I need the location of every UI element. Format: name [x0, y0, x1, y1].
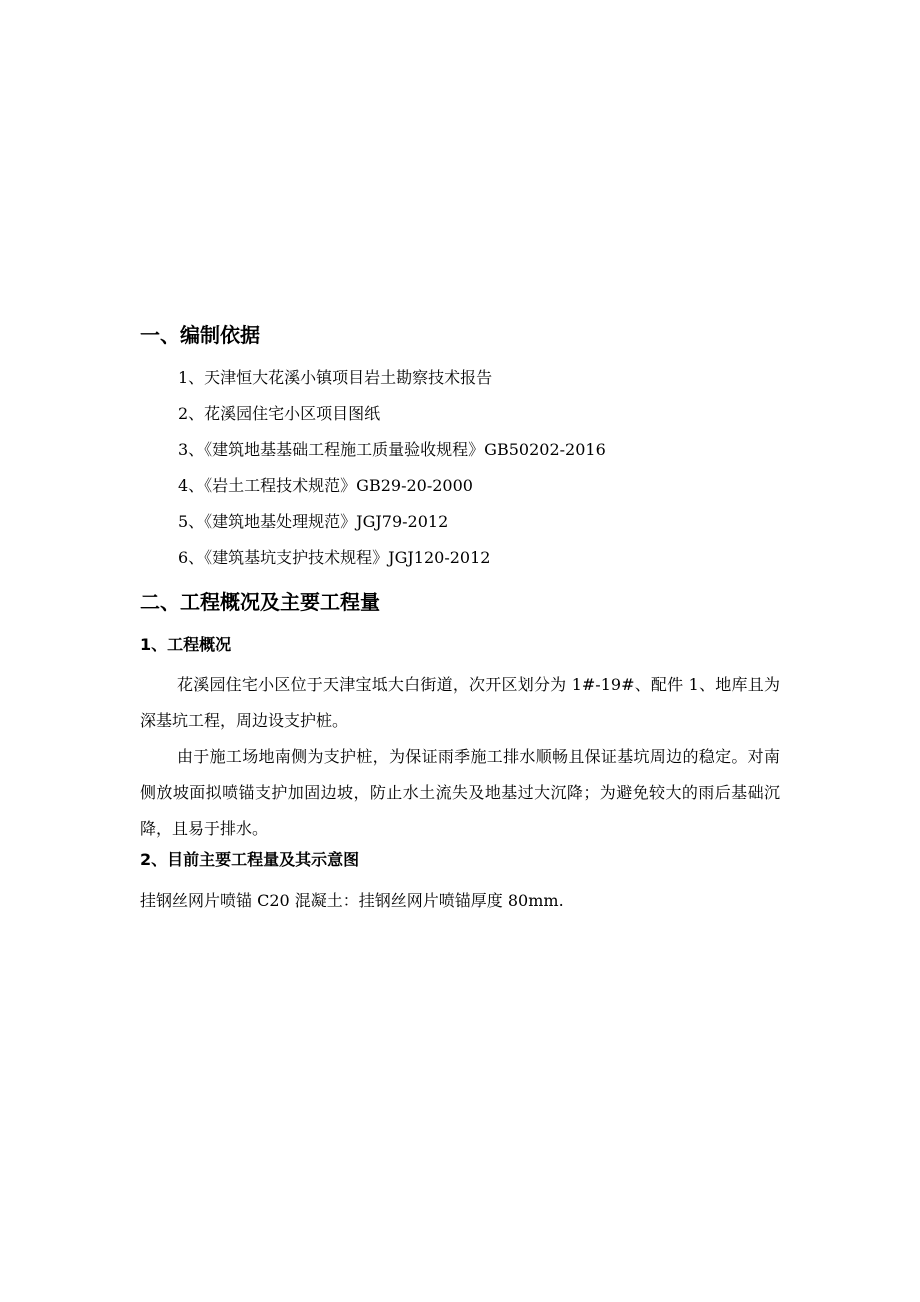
- reference-item-1: 1、天津恒大花溪小镇项目岩土勘察技术报告: [178, 368, 493, 387]
- subsection-1-heading: 1、工程概况: [140, 635, 232, 654]
- work-quantity-text: 挂钢丝网片喷锚 C20 混凝土：挂钢丝网片喷锚厚度 80mm.: [140, 891, 564, 910]
- reference-item-2: 2、花溪园住宅小区项目图纸: [178, 404, 381, 423]
- overview-paragraph-1: 花溪园住宅小区位于天津宝坻大白街道，次开区划分为 1#-19#、配件 1、地库且为深基坑工程，周边设支护桩。: [140, 675, 780, 730]
- reference-item-4: 4、《岩土工程技术规范》GB29-20-2000: [178, 476, 473, 495]
- section-2-heading: 二、工程概况及主要工程量: [140, 590, 380, 614]
- section-1-heading: 一、编制依据: [140, 323, 260, 347]
- reference-item-6: 6、《建筑基坑支护技术规程》JGJ120-2012: [178, 548, 491, 567]
- reference-item-5: 5、《建筑地基处理规范》JGJ79-2012: [178, 512, 449, 531]
- reference-item-3: 3、《建筑地基基础工程施工质量验收规程》GB50202-2016: [178, 440, 606, 459]
- subsection-2-heading: 2、目前主要工程量及其示意图: [140, 850, 360, 869]
- overview-paragraph-2: 由于施工场地南侧为支护桩，为保证雨季施工排水顺畅且保证基坑周边的稳定。对南侧放坡面拟喷锚支护加固边坡，防止水土流失及地基过大沉降；为避免较大的雨后基础沉降，且易于排水。: [140, 747, 780, 838]
